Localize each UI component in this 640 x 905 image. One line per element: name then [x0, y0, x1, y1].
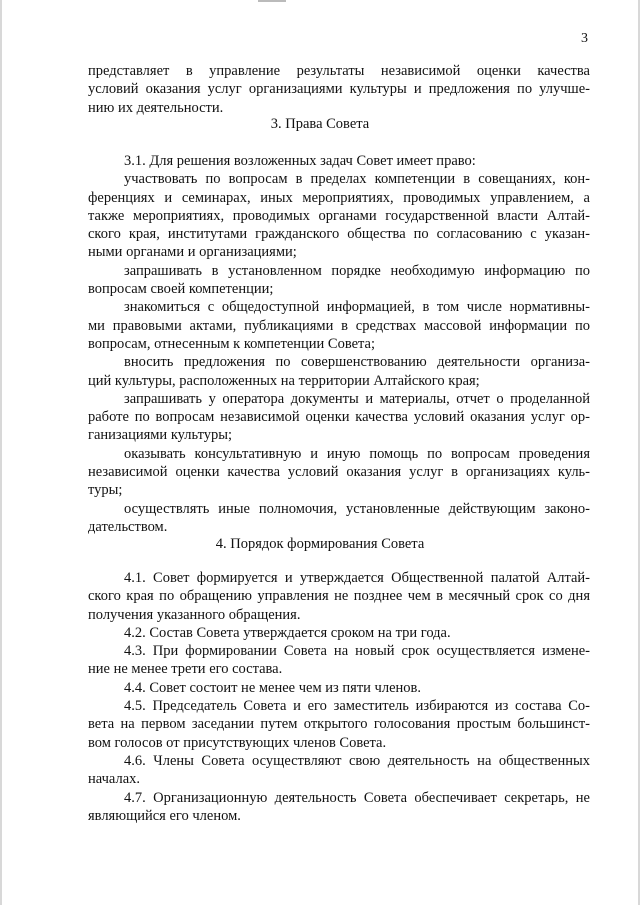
text-line: ние не менее трети его состава.: [88, 661, 283, 678]
text-line: ми правовыми актами, публикациями в средствах массовой информации по: [88, 317, 590, 334]
text-line: ского края по обращению управления не позднее чем в месячный срок со дня: [88, 588, 590, 605]
text-line: вета на первом заседании путем открытого голосования простым большинст-: [88, 716, 590, 733]
text-line: 4.4. Совет состоит не менее чем из пяти членов.: [124, 679, 421, 696]
text-line: условий оказания услуг организациями культуры и предложения по улучше-: [88, 81, 590, 98]
text-line: 4.7. Организационную деятельность Совета обеспечивает секретарь, не: [124, 789, 590, 806]
section-4-body: [88, 569, 590, 825]
page-number: 3: [581, 31, 588, 46]
text-line: дательством.: [88, 518, 168, 535]
text-line: являющийся его членом.: [88, 807, 241, 824]
text-line: оказывать консультативную и иную помощь по вопросам проведения: [124, 445, 590, 462]
text-line: 4.2. Состав Совета утверждается сроком на три года.: [124, 624, 451, 641]
text-line: 4.5. Председатель Совета и его заместитель избираются из состава Со-: [124, 698, 590, 715]
section-3-body: [88, 152, 590, 536]
text-line: запрашивать у оператора документы и материалы, отчет о проделанной: [124, 390, 590, 407]
text-line: нию их деятельности.: [88, 99, 224, 116]
text-line: ными органами и организациями;: [88, 244, 297, 261]
text-line: туры;: [88, 482, 123, 499]
text-line: вопросам, отнесенным к компетенции Совета;: [88, 335, 376, 352]
text-line: запрашивать в установленном порядке необходимую информацию по: [124, 262, 590, 279]
text-line: началах.: [88, 771, 141, 788]
text-line: ференциях и семинарах, иных мероприятиях, проводимых управлением, а: [88, 189, 590, 206]
text-line: 3.1. Для решения возложенных задач Совет имеет право:: [124, 153, 476, 169]
text-line: представляет в управление результаты независимой оценки качества: [88, 63, 590, 79]
intro-paragraph: [88, 62, 590, 117]
text-line: ций культуры, расположенных на территории Алтайского края;: [88, 372, 480, 389]
text-line: независимой оценки качества условий оказания услуг в организациях куль-: [88, 464, 590, 481]
text-line: вопросам своей компетенции;: [88, 281, 274, 298]
text-line: получения указанного обращения.: [88, 606, 301, 623]
text-line: вом голосов от присутствующих членов Совета.: [88, 734, 387, 751]
scan-mark: [258, 0, 286, 2]
text-line: участвовать по вопросам в пределах компетенции в совещаниях, кон-: [124, 171, 590, 188]
text-line: ского края, институтами гражданского общества по согласованию с указан-: [88, 226, 590, 243]
section-4-title: 4. Порядок формирования Совета: [215, 536, 425, 552]
text-line: 4.3. При формировании Совета на новый срок осуществляется измене-: [124, 643, 590, 660]
text-line: 4.1. Совет формируется и утверждается Общественной палатой Алтай-: [124, 570, 590, 586]
text-line: работе по вопросам независимой оценки качества условий оказания услуг ор-: [88, 409, 590, 426]
text-line: осуществлять иные полномочия, установленные действующим законо-: [124, 500, 590, 517]
text-line: вносить предложения по совершенствованию деятельности организа-: [124, 354, 590, 371]
text-line: ганизациями культуры;: [88, 427, 232, 444]
section-3-title: 3. Права Совета: [270, 116, 370, 132]
text-line: 4.6. Члены Совета осуществляют свою деятельность на общественных: [124, 752, 590, 769]
text-line: знакомиться с общедоступной информацией, в том числе нормативны-: [124, 299, 590, 316]
text-line: также мероприятиях, проводимых органами государственной власти Алтай-: [88, 207, 590, 224]
scan-edge-left: [0, 0, 2, 905]
